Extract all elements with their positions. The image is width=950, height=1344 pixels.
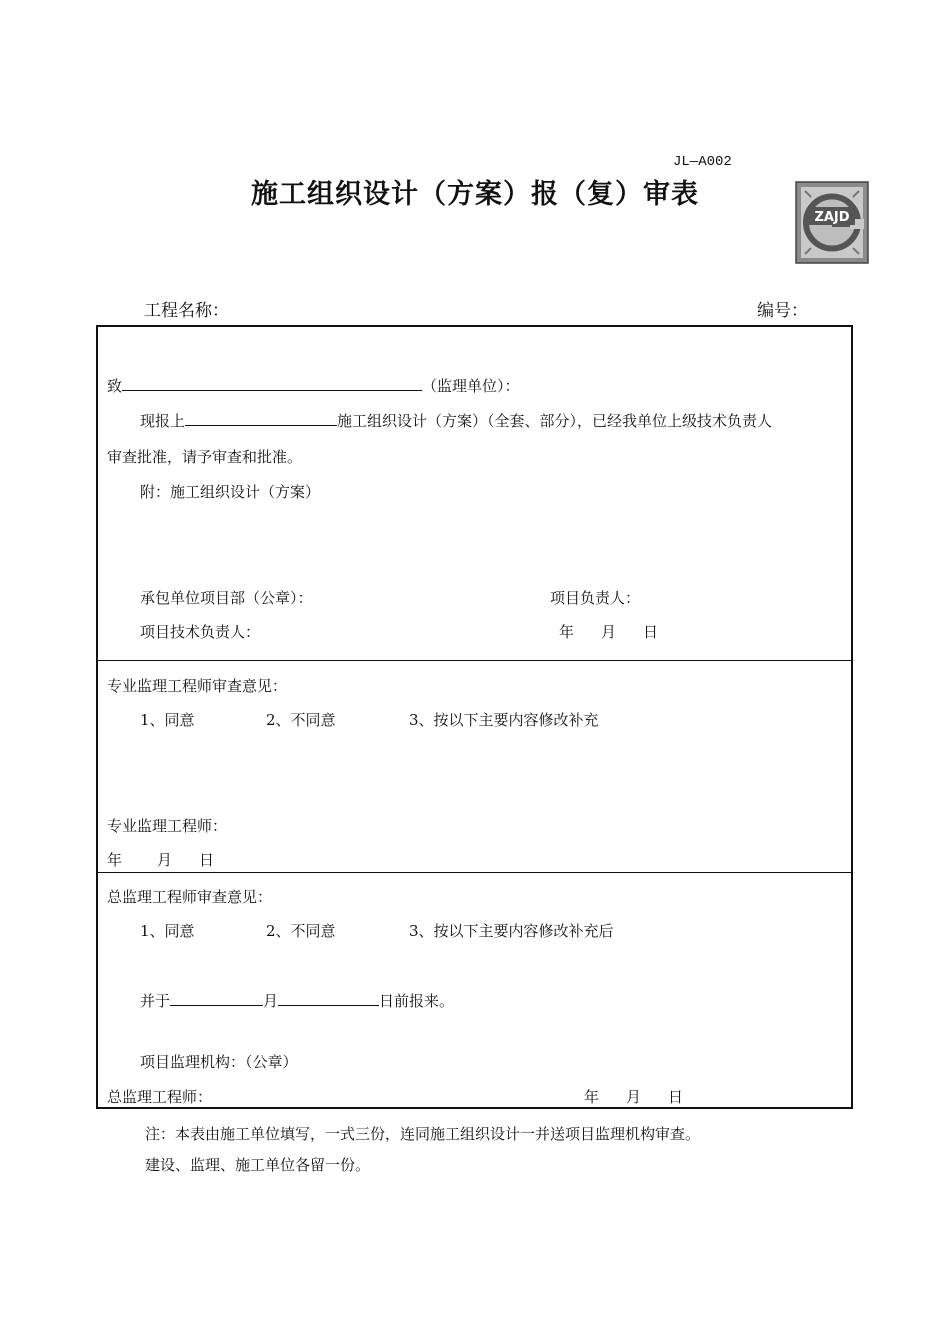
chief-option-revise[interactable]: 3、按以下主要内容修改补充后 [409,922,614,940]
chief-date-month: 月 [626,1088,642,1106]
report-line [140,410,772,431]
form-code: JL—A002 [673,154,732,170]
logo-text: ZAJD [814,210,850,225]
agency-seal-label: 项目监理机构：（公章） [140,1053,298,1071]
date-day: 日 [643,623,659,641]
specialist-date-year: 年 [107,851,123,869]
and-prefix: 并于 [140,992,171,1010]
to-line [107,375,520,396]
note-line-2: 建设、监理、施工单位各留一份。 [145,1156,371,1174]
tech-manager-label: 项目技术负责人： [140,623,261,641]
to-prefix: 致 [107,377,123,395]
deadline-day-field[interactable] [278,990,379,1006]
specialist-engineer-label: 专业监理工程师： [107,817,228,835]
specialist-option-revise[interactable]: 3、按以下主要内容修改补充 [409,711,599,729]
date-month: 月 [601,623,617,641]
specialist-option-disagree[interactable]: 2、不同意 [266,711,336,729]
report-line-2: 审查批准，请予审查和批准。 [107,448,303,466]
section-divider-1 [96,660,853,661]
section-divider-2 [96,872,853,873]
number-label: 编号： [757,301,808,321]
contractor-seal-label: 承包单位项目部（公章）： [140,589,313,607]
chief-option-agree[interactable]: 1、同意 [140,922,195,940]
zajd-logo-icon [795,181,869,264]
chief-option-disagree[interactable]: 2、不同意 [266,922,336,940]
chief-engineer-label: 总监理工程师： [107,1088,213,1106]
specialist-option-agree[interactable]: 1、同意 [140,711,195,729]
month-word: 月 [263,992,279,1010]
project-name-label: 工程名称： [144,301,229,321]
chief-opinion-heading: 总监理工程师审查意见： [107,888,273,906]
report-suffix: 施工组织设计（方案）（全套、部分），已经我单位上级技术负责人 [337,412,773,430]
attachment-text: 附：施工组织设计（方案） [140,483,321,501]
specialist-date-day: 日 [199,851,215,869]
note-line-1: 注：本表由施工单位填写，一式三份，连同施工组织设计一并送项目监理机构审查。 [145,1125,701,1143]
specialist-opinion-heading: 专业监理工程师审查意见： [107,677,288,695]
supervisor-unit-field[interactable] [122,375,422,391]
page-title: 施工组织设计（方案）报（复）审表 [251,179,699,210]
project-field[interactable] [185,410,337,426]
chief-date-day: 日 [668,1088,684,1106]
specialist-date-month: 月 [157,851,173,869]
deadline-line [140,990,454,1011]
day-suffix: 日前报来。 [379,992,455,1010]
date-year: 年 [559,623,575,641]
report-prefix: 现报上 [140,412,186,430]
project-manager-label: 项目负责人： [550,589,641,607]
deadline-month-field[interactable] [170,990,263,1006]
to-suffix: （监理单位）： [422,377,520,395]
chief-date-year: 年 [584,1088,600,1106]
